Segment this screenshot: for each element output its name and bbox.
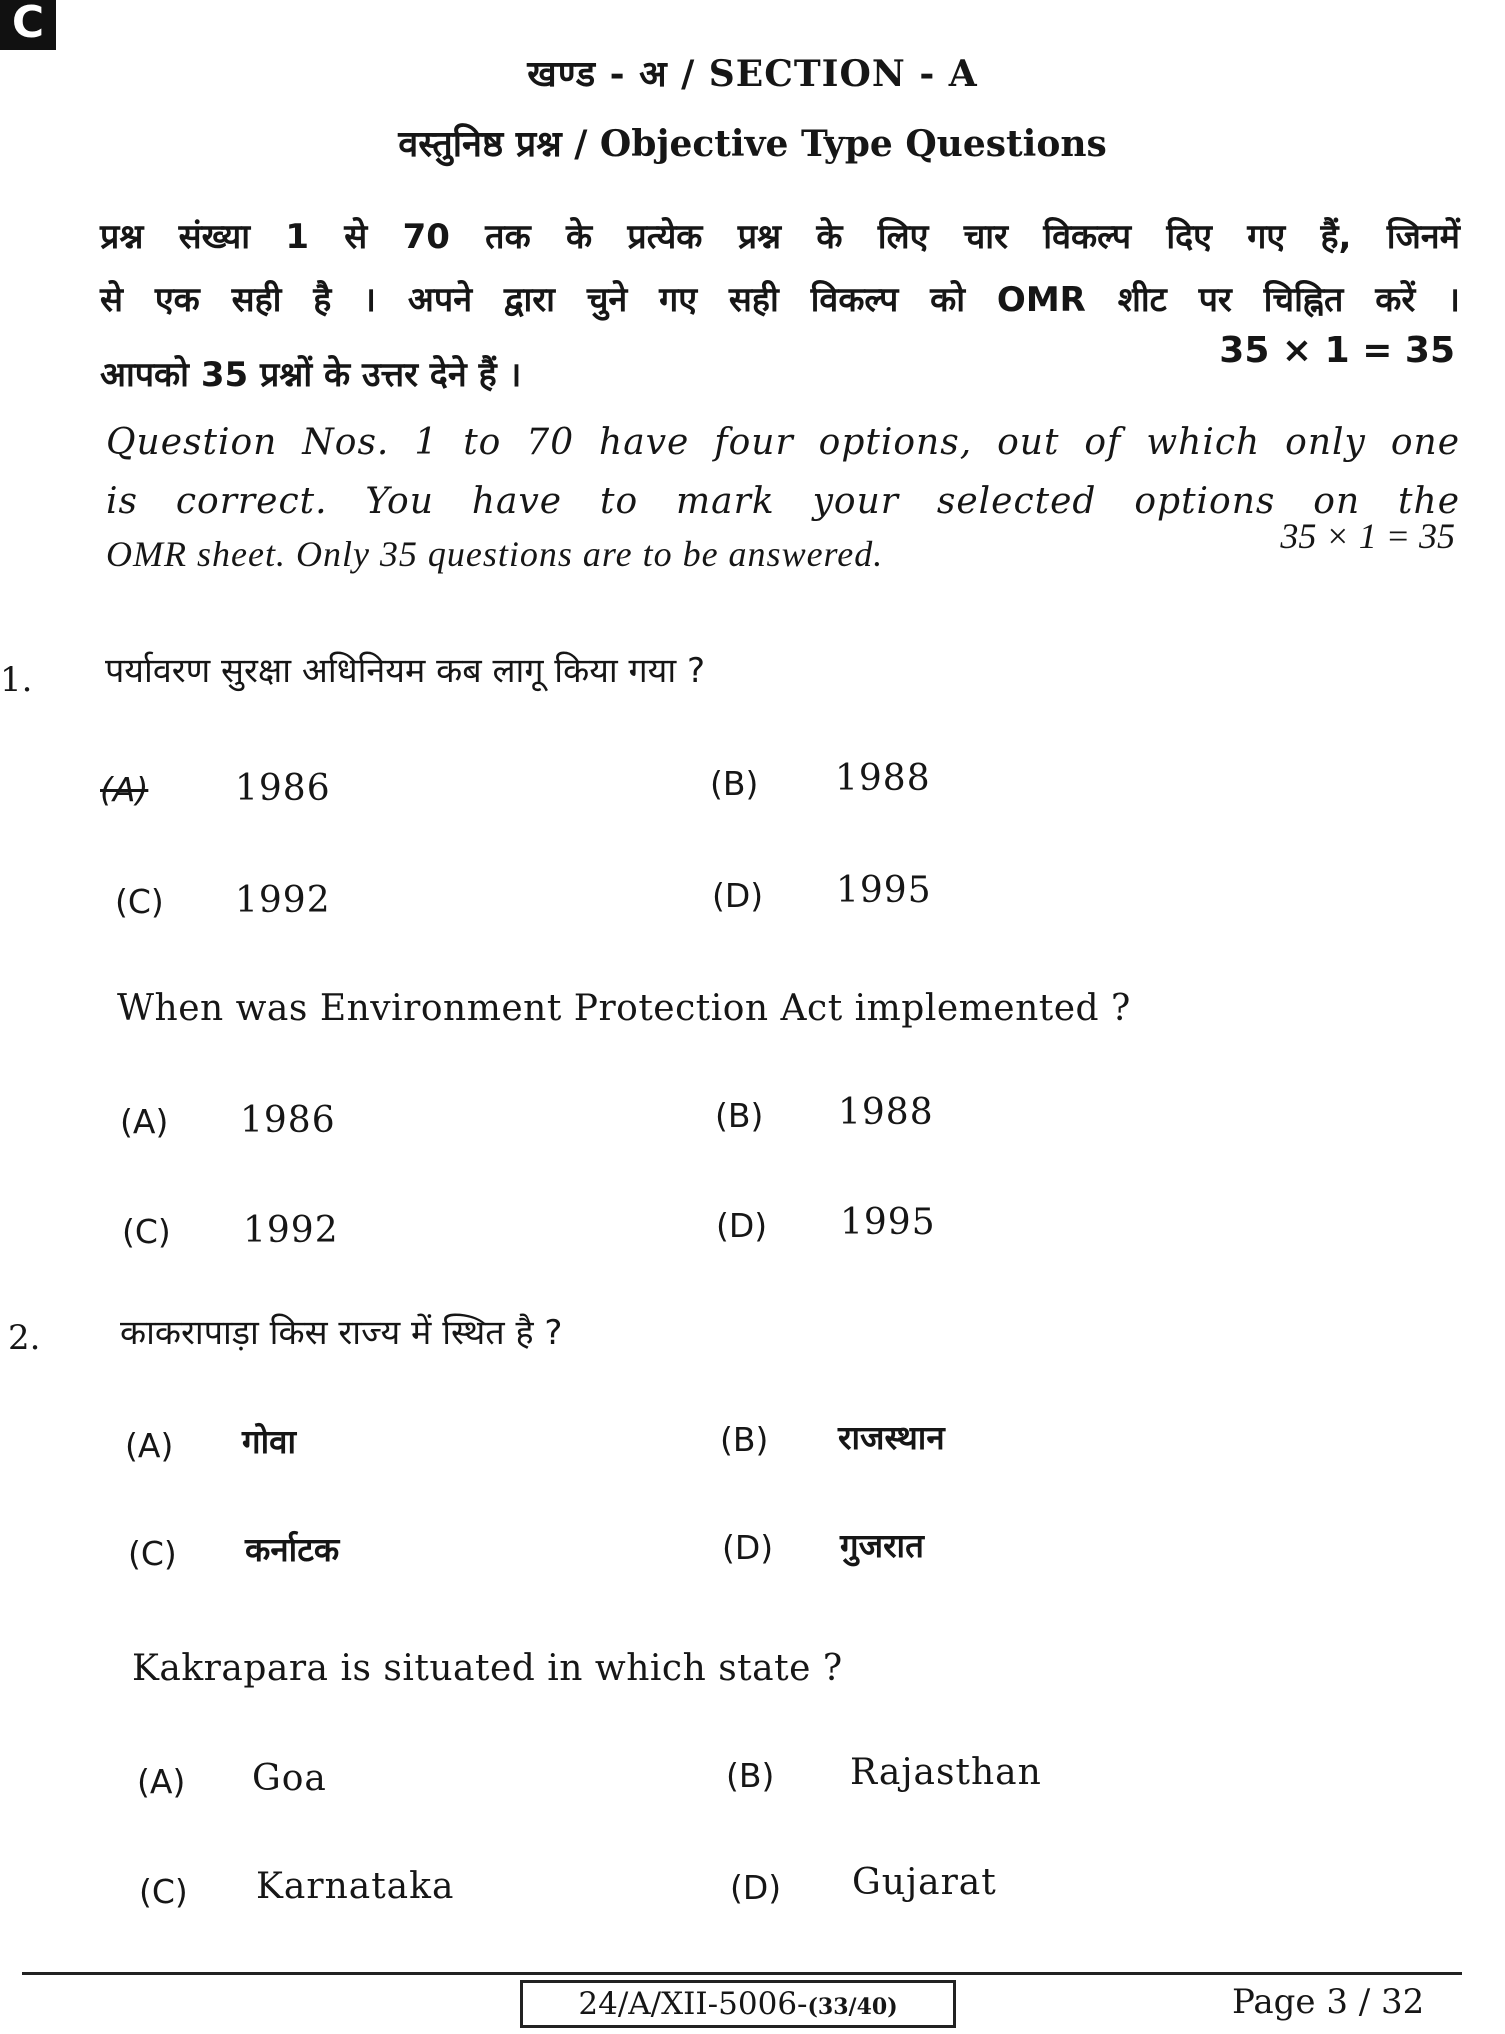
question-2-english-option-b-value: Rajasthan bbox=[850, 1752, 1042, 1793]
section-heading: खण्ड - अ / SECTION - A bbox=[527, 53, 978, 95]
question-1-hindi-option-b-value: 1988 bbox=[835, 758, 931, 799]
paper-code-suffix: (33/40) bbox=[807, 1994, 898, 2020]
question-1-english-option-a-label: (A) bbox=[120, 1102, 169, 1141]
page-number: Page 3 / 32 bbox=[1232, 1982, 1425, 2022]
question-2-hindi-option-d-value: गुजरात bbox=[840, 1526, 924, 1565]
question-2-hindi-option-a-label: (A) bbox=[125, 1426, 174, 1465]
instructions-english-line-2: is correct. You have to mark your selected options on the bbox=[106, 481, 1460, 522]
question-1-english-option-c-value: 1992 bbox=[243, 1210, 339, 1251]
question-2-hindi-option-b-value: राजस्थान bbox=[838, 1418, 945, 1457]
paper-code: 24/A/XII-5006- bbox=[578, 1986, 808, 2022]
corner-tag: C bbox=[0, 0, 56, 50]
instructions-hindi-line-2: से एक सही है । अपने द्वारा चुने गए सही विकल्प को OMR शीट पर चिह्नित करें । bbox=[100, 280, 1460, 320]
question-1-english-option-b-label: (B) bbox=[715, 1096, 764, 1135]
question-2-english-option-a-label: (A) bbox=[137, 1762, 186, 1801]
instructions-hindi-line-1: प्रश्न संख्या 1 से 70 तक के प्रत्येक प्रश्न के लिए चार विकल्प दिए गए हैं, जिनमें bbox=[100, 217, 1460, 257]
question-2-hindi-option-a-value: गोवा bbox=[242, 1422, 297, 1461]
instructions-english-marks: 35 × 1 = 35 bbox=[1280, 516, 1455, 556]
question-2-hindi-text: काकरापाड़ा किस राज्य में स्थित है ? bbox=[120, 1313, 563, 1353]
question-1-hindi-option-c-value: 1992 bbox=[235, 880, 331, 921]
question-2-english-option-d-label: (D) bbox=[730, 1868, 782, 1907]
question-1-english-text: When was Environment Protection Act implemented ? bbox=[117, 988, 1131, 1029]
question-2-hindi-option-b-label: (B) bbox=[720, 1420, 769, 1459]
question-1-hindi-option-d-value: 1995 bbox=[836, 870, 932, 911]
instructions-english-line-1: Question Nos. 1 to 70 have four options, out of which only one bbox=[106, 422, 1460, 463]
question-1-hindi-option-d-label: (D) bbox=[712, 876, 764, 915]
question-1-english-option-d-label: (D) bbox=[716, 1206, 768, 1245]
footer-rule bbox=[22, 1972, 1462, 1975]
question-1-hindi-option-c-label: (C) bbox=[115, 882, 164, 921]
question-1-english-option-d-value: 1995 bbox=[840, 1202, 936, 1243]
question-2-english-option-d-value: Gujarat bbox=[852, 1862, 997, 1903]
question-2-english-text: Kakrapara is situated in which state ? bbox=[132, 1648, 843, 1689]
instructions-english-line-3: OMR sheet. Only 35 questions are to be answered. bbox=[106, 534, 884, 574]
question-2-hindi-option-c-value: कर्नाटक bbox=[245, 1530, 340, 1569]
question-2-english-option-c-value: Karnataka bbox=[256, 1866, 455, 1907]
section-subheading: वस्तुनिष्ठ प्रश्न / Objective Type Questions bbox=[398, 123, 1107, 165]
question-1-hindi-option-a-value: 1986 bbox=[235, 768, 331, 809]
question-1-hindi-option-a-label-marked: (A) bbox=[100, 770, 149, 809]
question-1-english-option-a-value: 1986 bbox=[240, 1100, 336, 1141]
question-2-hindi-option-d-label: (D) bbox=[722, 1528, 774, 1567]
question-2-english-option-a-value: Goa bbox=[252, 1758, 327, 1799]
paper-code-box bbox=[520, 1980, 956, 2028]
question-2-english-option-b-label: (B) bbox=[726, 1756, 775, 1795]
question-2-number: 2. bbox=[8, 1318, 41, 1358]
question-1-english-option-b-value: 1988 bbox=[838, 1092, 934, 1133]
question-1-number: 1. bbox=[0, 660, 33, 700]
question-1-english-option-c-label: (C) bbox=[122, 1212, 171, 1251]
question-1-hindi-option-b-label: (B) bbox=[710, 764, 759, 803]
question-2-english-option-c-label: (C) bbox=[139, 1872, 188, 1911]
question-2-hindi-option-c-label: (C) bbox=[128, 1534, 177, 1573]
instructions-hindi-line-3: आपको 35 प्रश्नों के उत्तर देने हैं । bbox=[100, 355, 522, 395]
question-1-hindi-text: पर्यावरण सुरक्षा अधिनियम कब लागू किया गया ? bbox=[105, 651, 706, 691]
instructions-hindi-marks: 35 × 1 = 35 bbox=[1219, 330, 1455, 371]
